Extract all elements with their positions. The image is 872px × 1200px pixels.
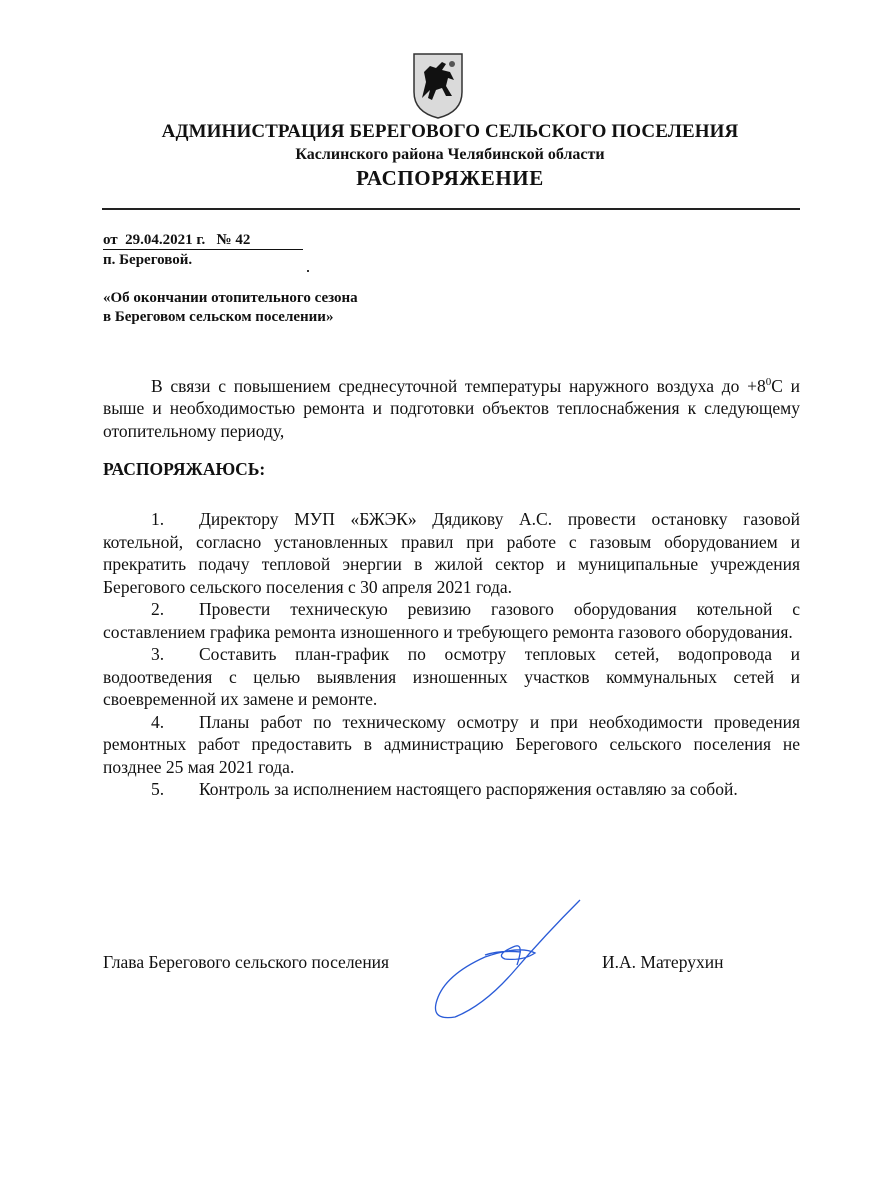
item-number: 1. <box>151 509 165 529</box>
item-number: 4. <box>151 711 165 732</box>
intro-text-start: В связи с повышением среднесуточной температуры наружного воздуха до +8 <box>151 375 766 396</box>
signatory-name: И.А. Матерухин <box>602 952 724 972</box>
decree-heading: РАСПОРЯЖАЮСЬ: <box>103 459 266 479</box>
item-text: Контроль за исполнением настоящего распоряжения оставляю за собой. <box>199 779 738 799</box>
order-item <box>103 598 800 643</box>
order-item <box>103 711 800 779</box>
item-text: Директору МУП «БЖЭК» Дядикову А.С. провести остановку газовой котельной, согласно установленных правил при работе с газовым оборудованием и прекратить подачу тепловой энергии в жилой сектор и муниципальные учреждения Берегового сельского поселения с 30 апреля 2021 года. <box>103 509 800 597</box>
item-number: 3. <box>151 644 165 664</box>
header-divider <box>102 208 800 210</box>
district-subtitle: Каслинского района Челябинской области <box>295 146 605 163</box>
place-line: п. Береговой. <box>103 252 193 268</box>
subject-line-1: «Об окончании отопительного сезона <box>103 290 358 306</box>
signatory-position: Глава Берегового сельского поселения <box>103 952 390 972</box>
handwritten-signature <box>425 895 595 1025</box>
document-type-title: РАСПОРЯЖЕНИЕ <box>356 166 544 190</box>
date-underline <box>103 249 303 250</box>
intro-text-end: С и выше и необходимостью ремонта и подготовки объектов теплоснабжения к следующему отопительному периоду, <box>103 375 800 441</box>
stray-mark <box>307 270 309 272</box>
subject-line-2: в Береговом сельском поселении» <box>103 309 334 325</box>
coat-of-arms-emblem <box>412 52 464 120</box>
order-item <box>103 508 800 598</box>
item-text: Провести техническую ревизию газового оборудования котельной с составлением графика ремонта изношенного и требующего ремонта газового оборудования. <box>103 599 800 642</box>
administration-title: АДМИНИСТРАЦИЯ БЕРЕГОВОГО СЕЛЬСКОГО ПОСЕЛЕНИЯ <box>161 121 739 142</box>
date-number-line: от 29.04.2021 г. № 42 <box>103 232 251 248</box>
item-text: Планы работ по техническому осмотру и при необходимости проведения ремонтных работ предоставить в администрацию Берегового сельского поселения не позднее 25 мая 2021 года. <box>103 711 800 777</box>
order-item <box>103 643 800 711</box>
intro-paragraph <box>103 371 800 442</box>
item-number: 2. <box>151 599 165 619</box>
order-items-list <box>103 508 800 801</box>
item-number: 5. <box>151 779 165 799</box>
order-item <box>103 778 800 801</box>
item-text: Составить план-график по осмотру тепловых сетей, водопровода и водоотведения с целью выявления изношенных участков коммунальных сетей и своевременной их замене и ремонте. <box>103 644 800 709</box>
degree-superscript: 0 <box>765 376 772 388</box>
